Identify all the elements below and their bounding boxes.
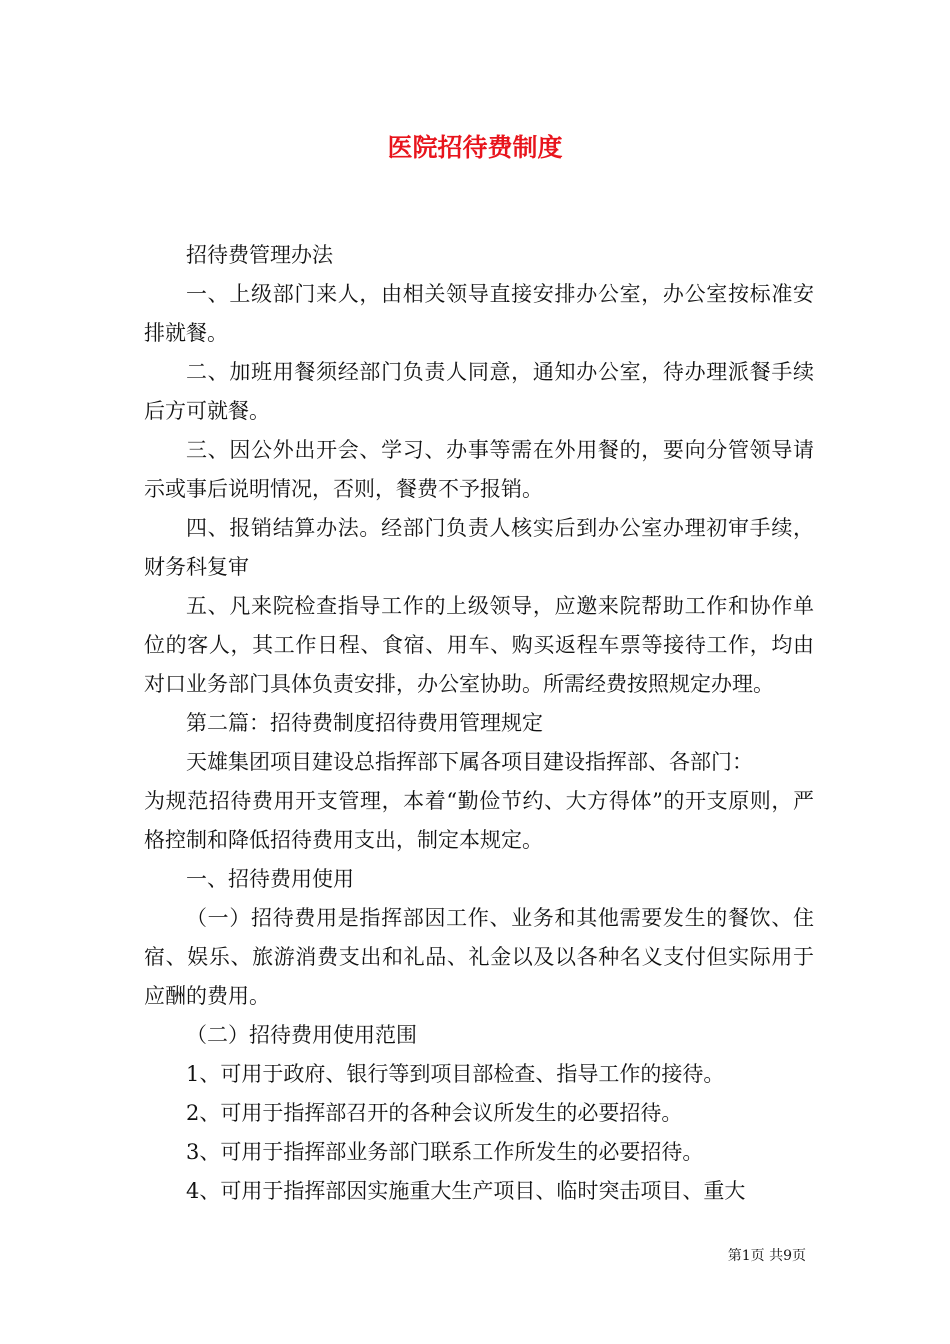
paragraph-heading-usage: 一、招待费用使用: [186, 867, 354, 891]
paragraph-scope-4: 4、可用于指挥部因实施重大生产项目、临时突击项目、重大: [186, 1179, 746, 1203]
paragraph-definition: （一）招待费用是指挥部因工作、业务和其他需要发生的餐饮、住宿、娱乐、旅游消费支出和礼品、礼金以及以各种名义支付但实际用于应酬的费用。: [144, 906, 814, 1008]
paragraph-addressee: 天雄集团项目建设总指挥部下属各项目建设指挥部、各部门：: [186, 750, 753, 774]
paragraph-scope-1: 1、可用于政府、银行等到项目部检查、指导工作的接待。: [186, 1062, 725, 1086]
paragraph-heading-1: 招待费管理办法: [186, 243, 333, 267]
paragraph-item-1: 一、上级部门来人，由相关领导直接安排办公室，办公室按标准安排就餐。: [144, 282, 814, 345]
page-total: 9: [783, 1248, 792, 1264]
page-current: 1: [741, 1248, 751, 1264]
paragraph-scope-3: 3、可用于指挥部业务部门联系工作所发生的必要招待。: [186, 1140, 704, 1164]
paragraph-heading-scope: （二）招待费用使用范围: [186, 1023, 417, 1047]
page-prefix: 第: [727, 1248, 742, 1264]
paragraph-item-3: 三、因公外出开会、学习、办事等需在外用餐的，要向分管领导请示或事后说明情况，否则，餐费不予报销。: [144, 438, 814, 501]
paragraph-item-4: 四、报销结算办法。经部门负责人核实后到办公室办理初审手续，财务科复审: [144, 516, 814, 579]
document-title: 医院招待费制度: [387, 133, 563, 162]
paragraph-item-5: 五、凡来院检查指导工作的上级领导，应邀来院帮助工作和协作单位的客人，其工作日程、食宿、用车、购买返程车票等接待工作，均由对口业务部门具体负责安排，办公室协助。所需经费按照规定办理。: [144, 594, 814, 696]
paragraph-scope-2: 2、可用于指挥部召开的各种会议所发生的必要招待。: [186, 1101, 683, 1125]
page-suffix: 页: [792, 1248, 806, 1264]
paragraph-item-2: 二、加班用餐须经部门负责人同意，通知办公室，待办理派餐手续后方可就餐。: [144, 360, 814, 423]
document-body: [144, 236, 814, 1211]
paragraph-intro: 为规范招待费用开支管理，本着“勤俭节约、大方得体”的开支原则，严格控制和降低招待费用支出，制定本规定。: [144, 789, 814, 852]
paragraph-section-title: 第二篇：招待费制度招待费用管理规定: [186, 711, 543, 735]
page-number-footer: [728, 1246, 806, 1266]
page-middle: 页 共: [750, 1248, 784, 1264]
